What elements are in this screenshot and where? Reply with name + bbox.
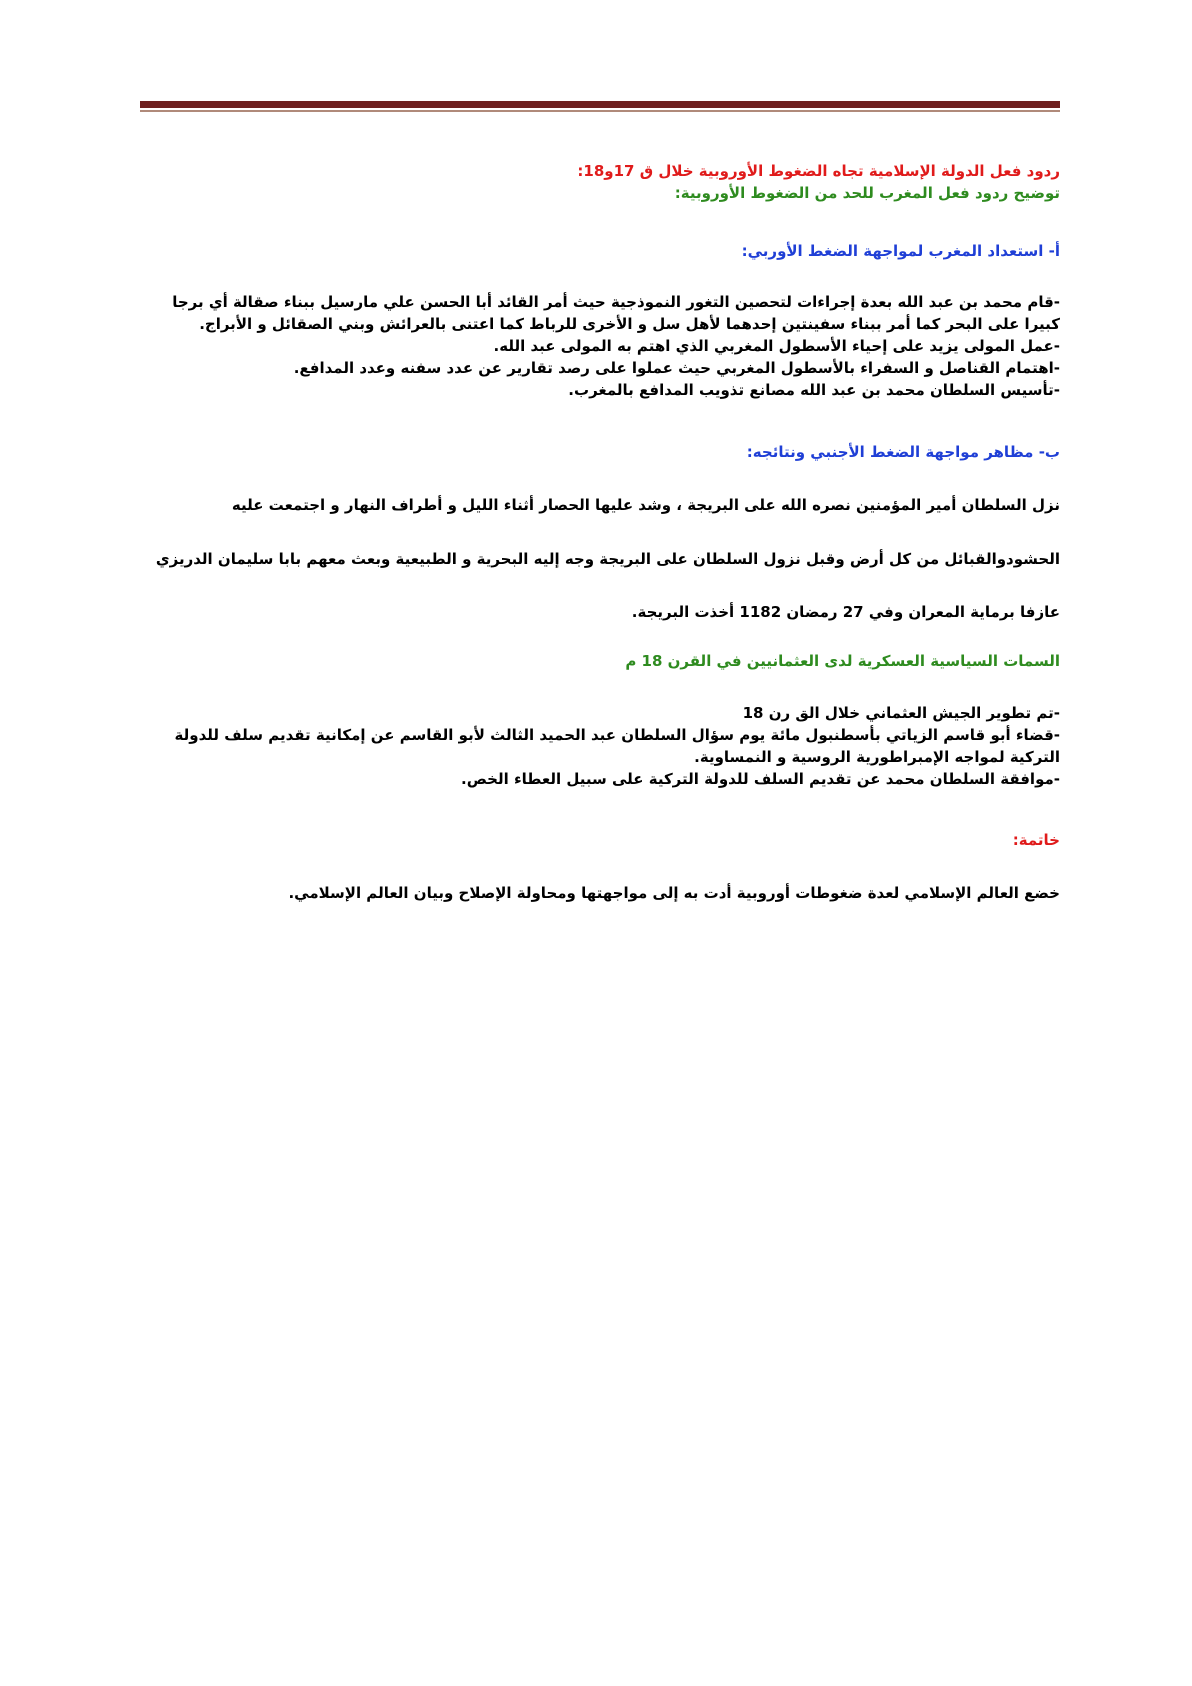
section-b-line1-block [140,494,1060,516]
section-a-body [140,291,1060,401]
section-b-line3-block [140,601,1060,623]
section-b-line2-block [140,548,1060,570]
section-b-line2: الحشودوالقبائل من كل أرض وقبل نزول السلطان على البريجة وجه إليه البحرية و الطبيعية وبعث معهم بابا سليمان الدريزي [155,550,1060,568]
section-a-item2: -عمل المولى يزيد على إحياء الأسطول المغربي الذي اهتم به المولى عبد الله. [493,337,1060,355]
page-subtitle: توضيح ردود فعل المغرب للحد من الضغوط الأوروبية: [674,184,1060,202]
header-rule [140,101,1060,108]
ottoman-item2: -قضاء أبو قاسم الزياتي بأسطنبول مائة يوم سؤال السلطان عبد الحميد الثالث لأبو القاسم عن إمكانية تقديم سلف للدولة التركية لمواجه الإمبراطورية الروسية و النمساوية. [174,726,1060,766]
ottoman-item3: -موافقة السلطان محمد عن تقديم السلف للدولة التركية على سبيل العطاء الخص. [461,770,1060,788]
header-rule-thin [140,110,1060,112]
conclusion-body [140,882,1060,904]
ottoman-item1: -تم تطوير الجيش العثماني خلال الق رن 18 [742,704,1060,722]
section-a-item3: -اهتمام القناصل و السفراء بالأسطول المغربي حيث عملوا على رصد تقارير عن عدد سفنه وعدد المدافع. [293,359,1060,377]
conclusion-heading-block [140,829,1060,851]
section-a-item4: -تأسيس السلطان محمد بن عبد الله مصانع تذويب المدافع بالمغرب. [568,381,1060,399]
ottoman-heading-block [140,650,1060,672]
section-b-line3: عازفا برماية المعران وفي 27 رمضان 1182 أخذت البريجة. [631,603,1060,621]
conclusion-text: خضع العالم الإسلامي لعدة ضغوطات أوروبية أدت به إلى مواجهتها ومحاولة الإصلاح وبيان العالم الإسلامي. [288,884,1060,902]
section-b-heading: ب- مظاهر مواجهة الضغط الأجنبي ونتائجه: [746,443,1060,461]
section-a-heading: أ- استعداد المغرب لمواجهة الضغط الأوربي: [741,242,1060,260]
section-a-para1: -قام محمد بن عبد الله بعدة إجراءات لتحصين التغور النموذجية حيث أمر القائد أبا الحسن علي مارسيل ببناء صقالة أي برجا كبيرا على البحر كما أمر ببناء سفينتين إحدهما لأهل سل و الأخرى للرباط كما اعتنى بالعرائش وبني الصقائل و الأبراج. [172,293,1060,333]
section-b-heading-block [140,441,1060,463]
section-a-heading-block [140,240,1060,262]
page-title: ردود فعل الدولة الإسلامية تجاه الضغوط الأوروبية خلال ق 17و18: [577,162,1060,180]
ottoman-heading: السمات السياسية العسكرية لدى العثمانيين في القرن 18 م [625,652,1060,670]
section-b-line1: نزل السلطان أمير المؤمنين نصره الله على البريجة ، وشد عليها الحصار أثناء الليل و أطراف النهار و اجتمعت عليه [231,496,1060,514]
title-block [140,160,1060,204]
conclusion-heading: خاتمة: [1012,831,1060,849]
ottoman-body [140,702,1060,790]
